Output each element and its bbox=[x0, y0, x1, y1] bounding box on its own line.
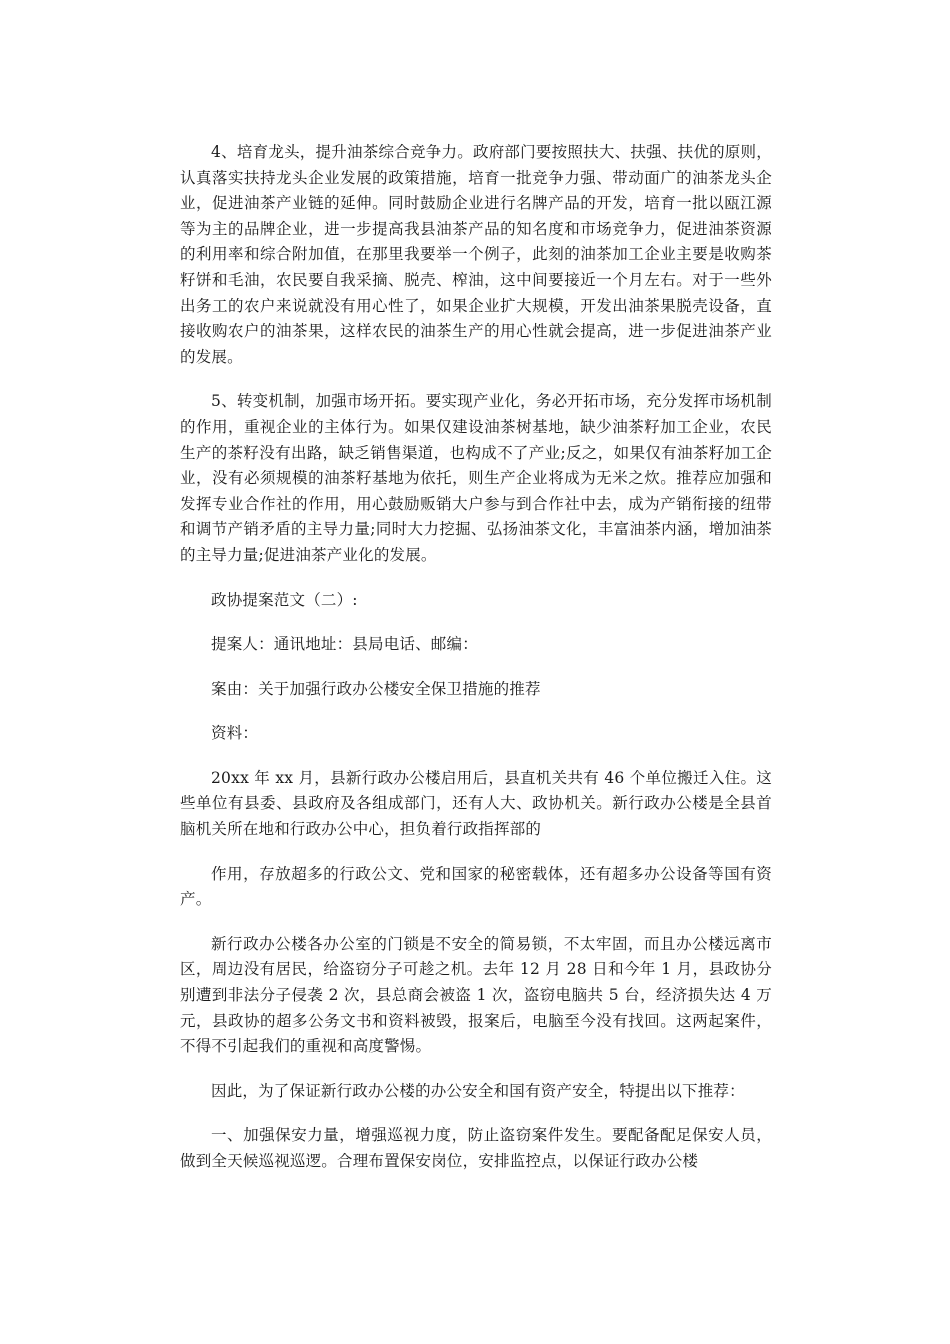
background-continued: 作用，存放超多的行政公文、党和国家的秘密载体，还有超多办公设备等国有资产。 bbox=[180, 864, 772, 909]
document-body bbox=[180, 140, 772, 1194]
section-heading: 政协提案范文（二）: bbox=[211, 590, 358, 609]
subject-line: 案由：关于加强行政办公楼安全保卫措施的推荐 bbox=[211, 679, 541, 698]
background-paragraph: 20xx 年 xx 月，县新行政办公楼启用后，县直机关共有 46 个单位搬迁入住。这些单位有县委、县政府及各组成部门，还有人大、政协机关。新行政办公楼是全县首脑机关所在地和行政办公中心，担负着行政指挥部的 bbox=[180, 768, 772, 839]
paragraph-item-5: 5、转变机制，加强市场开拓。要实现产业化，务必开拓市场，充分发挥市场机制的作用，重视企业的主体行为。如果仅建设油茶树基地，缺少油茶籽加工企业，农民生产的茶籽没有出路，缺乏销售渠道，也构成不了产业;反之，如果仅有油茶籽加工企业，没有必须规模的油茶籽基地为依托，则生产企业将成为无米之炊。推荐应加强和发挥专业合作社的作用，用心鼓励贩销大户参与到合作社中去，成为产销衔接的纽带和调节产销矛盾的主导力量;同时大力挖掘、弘扬油茶文化，丰富油茶内涵，增加油茶的主导力量;促进油茶产业化的发展。 bbox=[180, 392, 772, 564]
recommendation-intro: 因此，为了保证新行政办公楼的办公安全和国有资产安全，特提出以下推荐： bbox=[211, 1081, 745, 1100]
recommendation-one: 一、加强保安力量，增强巡视力度，防止盗窃案件发生。要配备配足保安人员，做到全天候巡视巡逻。合理布置保安岗位，安排监控点，以保证行政办公楼 bbox=[180, 1126, 772, 1170]
paragraph-item-4: 4、培育龙头，提升油茶综合竞争力。政府部门要按照扶大、扶强、扶优的原则，认真落实扶持龙头企业发展的政策措施，培育一批竞争力强、带动面广的油茶龙头企业，促进油茶产业链的延伸。同时鼓励企业进行名牌产品的开发，培育一批以瓯江源等为主的品牌企业，进一步提高我县油茶产品的知名度和市场竞争力，促进油茶资源的利用率和综合附加值，在那里我要举一个例子，此刻的油茶加工企业主要是收购茶籽饼和毛油，农民要自我采摘、脱壳、榨油，这中间要接近一个月左右。对于一些外出务工的农户来说就没有用心性了，如果企业扩大规模，开发出油茶果脱壳设备，直接收购农户的油茶果，这样农民的油茶生产的用心性就会提高，进一步促进油茶产业的发展。 bbox=[180, 143, 772, 366]
incident-paragraph: 新行政办公楼各办公室的门锁是不安全的简易锁，不太牢固，而且办公楼远离市区，周边没有居民，给盗窃分子可趁之机。去年 12 月 28 日和今年 1 月，县政协分别遭到非法分子侵袭 2 次，县总商会被盗 1 次，盗窃电脑共 5 台，经济损失达 4 万元，县政协的超多公务文书和资料被毁，报案后，电脑至今没有找回。这两起案件，不得不引起我们的重视和高度警惕。 bbox=[180, 934, 772, 1056]
materials-label: 资料： bbox=[211, 724, 259, 743]
proposer-line: 提案人：通讯地址：县局电话、邮编： bbox=[211, 635, 478, 654]
